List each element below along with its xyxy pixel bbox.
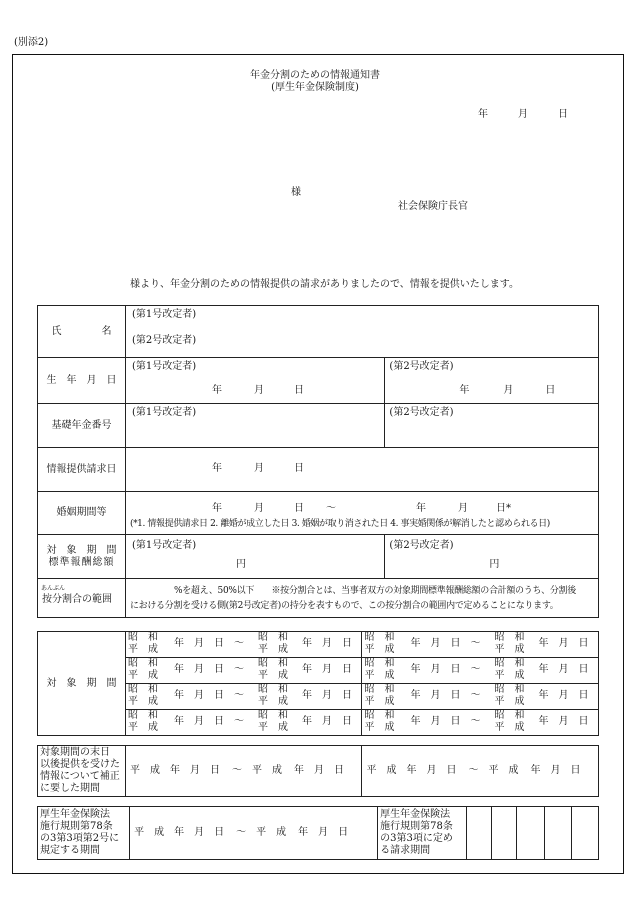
- era-heisei: 平 成: [257, 696, 288, 707]
- era-heisei: 平 成: [134, 827, 165, 838]
- correction-ymd: 年 月 日: [293, 765, 344, 776]
- correction-label-line-3: 情報について補正: [40, 771, 120, 782]
- period-r2-right: [362, 658, 599, 684]
- pension-no-label: 基礎年金番号: [38, 404, 126, 448]
- remuneration-rev2-label: (第2号改定者): [389, 540, 454, 551]
- birth-label: 生 年 月 日: [38, 358, 126, 404]
- era-heisei: 平 成: [494, 696, 525, 707]
- regulation-table: [37, 806, 599, 860]
- remuneration-label-cell: [38, 535, 126, 579]
- period-r4-right: [362, 710, 599, 736]
- period-table: [37, 631, 599, 736]
- request-period-box-3: [517, 807, 544, 860]
- era-showa: 昭 和: [494, 632, 525, 643]
- annex-label: (別添2): [14, 37, 49, 48]
- request-period-box-4: [544, 807, 571, 860]
- era-showa: 昭 和: [127, 684, 158, 695]
- period-ymd: 年 月 日: [410, 664, 461, 675]
- name-rev2-label: (第2号改定者): [131, 335, 197, 346]
- period-r2-left: [125, 658, 362, 684]
- correction-tilde: ～: [468, 765, 479, 776]
- marriage-start-year: 年: [211, 503, 222, 514]
- birth-rev1-day: 日: [293, 385, 304, 396]
- era-heisei: 平 成: [364, 722, 395, 733]
- era-showa: 昭 和: [364, 632, 395, 643]
- correction-label-line-2: 以後提供を受けた: [40, 759, 120, 770]
- era-showa: 昭 和: [494, 710, 525, 721]
- pension-no-rev1-cell: [125, 404, 384, 448]
- request-date-day: 日: [293, 463, 304, 474]
- addressee-honorific: 様: [291, 187, 301, 198]
- era-heisei: 平 成: [257, 670, 288, 681]
- form-subtitle: (厚生年金保険制度): [271, 82, 359, 93]
- period-tilde: ～: [470, 716, 481, 727]
- request-date-label: 情報提供請求日: [38, 448, 126, 492]
- request-date-month: 月: [253, 463, 264, 474]
- regulation-left-label-3: の3第3項第2号に: [40, 833, 120, 844]
- marriage-start-month: 月: [253, 503, 264, 514]
- remuneration-rev2-yen: 円: [489, 559, 500, 570]
- regulation-tilde: ～: [236, 827, 247, 838]
- era-heisei: 平 成: [127, 696, 158, 707]
- marriage-row: [38, 492, 599, 535]
- marriage-note: (*1. 情報提供請求日 2. 離婚が成立した日 3. 婚姻が取り消された日 4. 事実婚関係が解消したと認められる日): [129, 519, 550, 529]
- birth-rev1-month: 月: [253, 385, 264, 396]
- era-heisei: 平 成: [127, 670, 158, 681]
- correction-ymd: 年 月 日: [169, 765, 220, 776]
- period-ymd: 年 月 日: [301, 638, 352, 649]
- ratio-cell: [125, 579, 598, 618]
- correction-ymd: 年 月 日: [406, 765, 457, 776]
- period-ymd: 年 月 日: [173, 638, 224, 649]
- period-ymd: 年 月 日: [173, 690, 224, 701]
- ratio-text-1: %を超え、50%以下 ※按分割合とは、当事者双方の対象期間標準報酬総額の合計額のうち、分割後: [173, 586, 576, 596]
- regulation-right-label-1: 厚生年金保険法: [380, 809, 451, 820]
- birth-rev1-year: 年: [211, 385, 222, 396]
- intro-text: 様より、年金分割のための情報提供の請求がありましたので、情報を提供いたします。: [130, 279, 519, 290]
- correction-table: [37, 745, 599, 797]
- issuer-name: 社会保険庁長官: [398, 201, 468, 212]
- era-heisei: 平 成: [127, 644, 158, 655]
- marriage-cell: [125, 492, 598, 535]
- ratio-row: [38, 579, 599, 618]
- period-tilde: ～: [233, 638, 244, 649]
- regulation-right-label-cell: [378, 807, 467, 860]
- period-tilde: ～: [233, 716, 244, 727]
- issue-date-year: 年: [478, 109, 488, 120]
- request-period-box-2: [492, 807, 517, 860]
- birth-rev2-cell: [385, 358, 599, 404]
- era-heisei: 平 成: [256, 827, 287, 838]
- birth-row: [38, 358, 599, 404]
- period-ymd: 年 月 日: [173, 716, 224, 727]
- name-cell: [125, 306, 598, 358]
- era-heisei: 平 成: [494, 722, 525, 733]
- ratio-label-cell: [38, 579, 126, 618]
- period-tilde: ～: [233, 690, 244, 701]
- period-r4-left: [125, 710, 362, 736]
- period-tilde: ～: [233, 664, 244, 675]
- pension-no-rev1-label: (第1号改定者): [131, 407, 197, 418]
- period-r3-left: [125, 684, 362, 710]
- era-showa: 昭 和: [364, 658, 395, 669]
- marriage-end-day: 日*: [495, 503, 511, 514]
- era-heisei: 平 成: [364, 670, 395, 681]
- ratio-ruby: あんぶん: [41, 585, 66, 592]
- period-ymd: 年 月 日: [538, 716, 589, 727]
- remuneration-rev1-label: (第1号改定者): [131, 540, 197, 551]
- correction-label-cell: [38, 746, 126, 797]
- period-tilde: ～: [470, 638, 481, 649]
- period-ymd: 年 月 日: [410, 716, 461, 727]
- regulation-left-label-4: 規定する期間: [40, 845, 100, 856]
- period-r1-left: [125, 632, 362, 658]
- info-table: [37, 305, 599, 618]
- marriage-tilde: ～: [325, 503, 336, 514]
- pension-no-rev2-label: (第2号改定者): [389, 407, 454, 418]
- regulation-right-label-4: る請求期間: [380, 845, 431, 856]
- era-showa: 昭 和: [257, 710, 288, 721]
- marriage-end-month: 月: [457, 503, 468, 514]
- regulation-left-label-2: 施行規則第78条: [40, 821, 113, 832]
- period-label: 対 象 期 間: [38, 632, 126, 736]
- remuneration-rev1-cell: [125, 535, 384, 579]
- period-ymd: 年 月 日: [173, 664, 224, 675]
- name-row: [38, 306, 599, 358]
- period-ymd: 年 月 日: [410, 690, 461, 701]
- regulation-left-label-1: 厚生年金保険法: [40, 809, 110, 820]
- period-ymd: 年 月 日: [301, 690, 352, 701]
- era-heisei: 平 成: [488, 765, 519, 776]
- request-period-box-5: [571, 807, 598, 860]
- issue-date-day: 日: [558, 109, 568, 120]
- era-heisei: 平 成: [494, 644, 525, 655]
- period-r3-right: [362, 684, 599, 710]
- regulation-ymd: 年 月 日: [298, 827, 349, 838]
- pension-no-row: [38, 404, 599, 448]
- period-tilde: ～: [470, 690, 481, 701]
- era-showa: 昭 和: [494, 658, 525, 669]
- issue-date-month: 月: [518, 109, 528, 120]
- period-r1-right: [362, 632, 599, 658]
- era-showa: 昭 和: [364, 684, 395, 695]
- era-heisei: 平 成: [494, 670, 525, 681]
- pension-no-rev2-cell: [385, 404, 599, 448]
- birth-rev2-day: 日: [545, 385, 556, 396]
- era-showa: 昭 和: [494, 684, 525, 695]
- birth-rev1-label: (第1号改定者): [131, 361, 197, 372]
- remuneration-rev1-yen: 円: [235, 559, 246, 570]
- period-ymd: 年 月 日: [301, 716, 352, 727]
- correction-left-cell: [125, 746, 362, 797]
- ratio-text-2: における分割を受ける側(第2号改定者)の持分を表すもので、この按分割合の範囲内で定めることになります。: [129, 601, 559, 611]
- era-heisei: 平 成: [366, 765, 397, 776]
- birth-rev2-label: (第2号改定者): [389, 361, 454, 372]
- period-ymd: 年 月 日: [410, 638, 461, 649]
- birth-rev2-year: 年: [459, 385, 470, 396]
- name-label: 氏 名: [38, 306, 126, 358]
- era-showa: 昭 和: [257, 632, 288, 643]
- correction-right-cell: [362, 746, 599, 797]
- regulation-left-label-cell: [38, 807, 130, 860]
- remuneration-rev2-cell: [385, 535, 599, 579]
- period-ymd: 年 月 日: [538, 638, 589, 649]
- regulation-right-label-2: 施行規則第78条: [380, 821, 453, 832]
- era-showa: 昭 和: [127, 632, 158, 643]
- regulation-ymd: 年 月 日: [174, 827, 225, 838]
- request-date-cell: [125, 448, 598, 492]
- regulation-right-label-3: の3第3項に定め: [380, 833, 453, 844]
- era-heisei: 平 成: [257, 644, 288, 655]
- era-showa: 昭 和: [127, 658, 158, 669]
- period-ymd: 年 月 日: [301, 664, 352, 675]
- era-heisei: 平 成: [364, 696, 395, 707]
- ratio-label: 按分割合の範囲: [42, 594, 112, 605]
- request-date-year: 年: [211, 463, 222, 474]
- form-title: 年金分割のための情報通知書: [250, 70, 380, 81]
- request-date-row: [38, 448, 599, 492]
- period-ymd: 年 月 日: [538, 664, 589, 675]
- era-heisei: 平 成: [257, 722, 288, 733]
- correction-ymd: 年 月 日: [530, 765, 581, 776]
- request-period-box-1: [467, 807, 492, 860]
- correction-tilde: ～: [231, 765, 242, 776]
- birth-rev1-cell: [125, 358, 384, 404]
- era-heisei: 平 成: [127, 722, 158, 733]
- birth-rev2-month: 月: [503, 385, 514, 396]
- era-showa: 昭 和: [257, 684, 288, 695]
- period-tilde: ～: [470, 664, 481, 675]
- correction-label-line-4: に要した期間: [40, 783, 100, 794]
- era-showa: 昭 和: [257, 658, 288, 669]
- era-heisei: 平 成: [251, 765, 282, 776]
- regulation-row: [38, 807, 599, 860]
- era-showa: 昭 和: [364, 710, 395, 721]
- era-heisei: 平 成: [364, 644, 395, 655]
- remuneration-label-1: 対 象 期 間: [46, 544, 117, 556]
- correction-row: [38, 746, 599, 797]
- marriage-end-year: 年: [415, 503, 426, 514]
- remuneration-label-2: 標準報酬総額: [48, 556, 115, 568]
- era-heisei: 平 成: [129, 765, 160, 776]
- correction-label-line-1: 対象期間の末日: [40, 747, 110, 758]
- marriage-label: 婚姻期間等: [38, 492, 126, 535]
- remuneration-row: [38, 535, 599, 579]
- period-row-1: [38, 632, 599, 658]
- regulation-period-cell: [130, 807, 378, 860]
- era-showa: 昭 和: [127, 710, 158, 721]
- name-rev1-label: (第1号改定者): [131, 309, 197, 320]
- period-ymd: 年 月 日: [538, 690, 589, 701]
- marriage-start-day: 日: [293, 503, 304, 514]
